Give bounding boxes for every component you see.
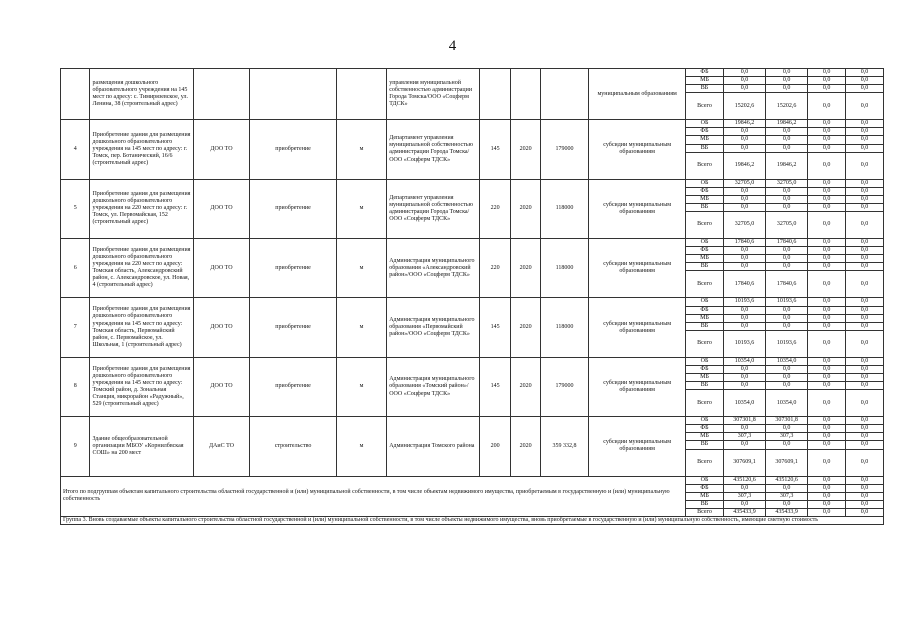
value-cell: 0,0 — [808, 69, 846, 77]
financing-cell: субсидии муниципальным образованиям — [589, 417, 686, 476]
source-cell: ВБ — [686, 85, 724, 93]
source-cell: МБ — [686, 373, 724, 381]
value-cell: 0,0 — [846, 322, 884, 330]
value-cell: 0,0 — [846, 417, 884, 425]
method-cell: строительство — [250, 417, 336, 476]
value-cell: 0,0 — [723, 382, 765, 390]
value-cell: 0,0 — [808, 203, 846, 211]
price-cell: 359 332,8 — [540, 417, 588, 476]
value-cell: 0,0 — [766, 484, 808, 492]
financing-cell: субсидии муниципальным образованиям — [589, 298, 686, 357]
value-cell: 0,0 — [766, 314, 808, 322]
value-cell: 0,0 — [766, 187, 808, 195]
responsible-cell: ДОО ТО — [193, 120, 250, 179]
value-cell: 0,0 — [846, 136, 884, 144]
value-cell: 0,0 — [723, 441, 765, 449]
row-number: 9 — [61, 417, 90, 476]
source-cell: Всего — [686, 449, 724, 476]
value-cell: 0,0 — [846, 476, 884, 484]
value-cell: 0,0 — [808, 322, 846, 330]
unit-cell: м — [336, 417, 387, 476]
value-cell: 307,3 — [766, 433, 808, 441]
value-cell: 10354,0 — [723, 390, 765, 417]
source-cell: ОБ — [686, 179, 724, 187]
value-cell: 0,0 — [846, 203, 884, 211]
financing-cell: субсидии муниципальным образованиям — [589, 120, 686, 179]
value-cell: 0,0 — [723, 203, 765, 211]
customer-cell: Департамент управления муниципальной собственностью администрации Города Томска/ООО «Соцферм ТДСК» — [387, 179, 480, 238]
value-cell: 307,3 — [723, 433, 765, 441]
table-row — [61, 357, 884, 365]
value-cell: 0,0 — [808, 128, 846, 136]
value-cell: 0,0 — [846, 271, 884, 298]
value-cell: 0,0 — [723, 69, 765, 77]
value-cell: 32705,0 — [766, 179, 808, 187]
year-cell: 2020 — [511, 239, 540, 298]
unit-cell: м — [336, 357, 387, 416]
customer-cell: Администрация муниципального образования «Первомайский район»/ООО «Соцферм ТДСК» — [387, 298, 480, 357]
capacity-cell: 220 — [479, 239, 511, 298]
value-cell: 0,0 — [808, 417, 846, 425]
value-cell: 0,0 — [808, 239, 846, 247]
source-cell: ФБ — [686, 128, 724, 136]
investment-table — [60, 68, 884, 525]
value-cell: 0,0 — [846, 449, 884, 476]
value-cell: 10354,0 — [766, 390, 808, 417]
value-cell: 0,0 — [846, 195, 884, 203]
source-cell: ФБ — [686, 306, 724, 314]
source-cell: ОБ — [686, 417, 724, 425]
value-cell: 0,0 — [846, 390, 884, 417]
method-cell: приобретение — [250, 239, 336, 298]
value-cell: 0,0 — [808, 390, 846, 417]
source-cell: ФБ — [686, 69, 724, 77]
price-cell: 179000 — [540, 357, 588, 416]
table-row — [61, 120, 884, 128]
value-cell: 10193,6 — [766, 298, 808, 306]
value-cell: 0,0 — [846, 357, 884, 365]
unit-cell: м — [336, 179, 387, 238]
value-cell: 0,0 — [808, 492, 846, 500]
value-cell: 0,0 — [846, 508, 884, 516]
table-row — [61, 298, 884, 306]
value-cell: 0,0 — [766, 425, 808, 433]
object-name: Приобретение здания для размещения дошкольного образовательного учреждения на 220 мест по адресу: г. Томск, ул. Первомайская, 152 (строительный адрес) — [90, 179, 193, 238]
table-row — [61, 239, 884, 247]
value-cell: 17840,6 — [766, 239, 808, 247]
value-cell: 0,0 — [723, 85, 765, 93]
value-cell: 0,0 — [846, 128, 884, 136]
value-cell: 0,0 — [808, 449, 846, 476]
value-cell: 0,0 — [846, 298, 884, 306]
year-cell: 2020 — [511, 417, 540, 476]
value-cell: 0,0 — [808, 120, 846, 128]
value-cell: 0,0 — [808, 247, 846, 255]
value-cell: 0,0 — [846, 212, 884, 239]
source-cell: МБ — [686, 492, 724, 500]
year-cell: 2020 — [511, 179, 540, 238]
responsible-cell: ДОО ТО — [193, 239, 250, 298]
value-cell: 0,0 — [766, 77, 808, 85]
value-cell: 0,0 — [846, 93, 884, 120]
source-cell: ВБ — [686, 441, 724, 449]
value-cell: 0,0 — [766, 255, 808, 263]
source-cell: ФБ — [686, 484, 724, 492]
source-cell: МБ — [686, 255, 724, 263]
value-cell: 0,0 — [846, 247, 884, 255]
value-cell: 0,0 — [808, 373, 846, 381]
value-cell: 0,0 — [808, 306, 846, 314]
customer-cell: управления муниципальной собственностью администрации Города Томска/ООО «Соцферм ТДСК» — [387, 69, 480, 120]
value-cell: 0,0 — [846, 365, 884, 373]
source-cell: Всего — [686, 212, 724, 239]
value-cell: 0,0 — [723, 128, 765, 136]
capacity-cell: 200 — [479, 417, 511, 476]
value-cell: 0,0 — [766, 365, 808, 373]
customer-cell: Администрация муниципального образования «Александровский район»/ООО «Соцферм ТДСК» — [387, 239, 480, 298]
year-cell: 2020 — [511, 298, 540, 357]
group-row — [61, 517, 884, 525]
unit-cell: м — [336, 298, 387, 357]
value-cell: 0,0 — [808, 187, 846, 195]
value-cell: 0,0 — [846, 239, 884, 247]
value-cell: 0,0 — [808, 357, 846, 365]
value-cell: 0,0 — [808, 382, 846, 390]
method-cell: приобретение — [250, 179, 336, 238]
value-cell: 0,0 — [766, 144, 808, 152]
value-cell: 0,0 — [846, 69, 884, 77]
value-cell: 0,0 — [723, 365, 765, 373]
value-cell: 19846,2 — [766, 152, 808, 179]
value-cell: 0,0 — [846, 187, 884, 195]
value-cell: 435433,9 — [766, 508, 808, 516]
value-cell: 0,0 — [723, 500, 765, 508]
value-cell: 10354,0 — [723, 357, 765, 365]
value-cell: 0,0 — [766, 136, 808, 144]
row-number: 5 — [61, 179, 90, 238]
value-cell: 307,3 — [766, 492, 808, 500]
value-cell: 0,0 — [846, 441, 884, 449]
value-cell: 0,0 — [723, 195, 765, 203]
value-cell: 0,0 — [723, 484, 765, 492]
source-cell: ВБ — [686, 263, 724, 271]
object-name: Здание общеобразовательной организации МБОУ «Корнилбвская СОШ» на 200 мест — [90, 417, 193, 476]
method-cell: приобретение — [250, 120, 336, 179]
source-cell: МБ — [686, 77, 724, 85]
value-cell: 19846,2 — [766, 120, 808, 128]
value-cell: 0,0 — [723, 247, 765, 255]
value-cell: 0,0 — [766, 69, 808, 77]
customer-cell: Администрация муниципального образования «Томский район»/ООО «Соцферм ТДСК» — [387, 357, 480, 416]
value-cell: 0,0 — [846, 373, 884, 381]
source-cell: ВБ — [686, 203, 724, 211]
year-cell: 2020 — [511, 120, 540, 179]
value-cell: 0,0 — [723, 187, 765, 195]
responsible-cell: ДОО ТО — [193, 298, 250, 357]
object-name: Приобретение здания для размещения дошкольного образовательного учреждения на 145 мест по адресу: Томский район, д. Зональная Станция, микрорайон «Радужный», 529 (строительный адрес) — [90, 357, 193, 416]
method-cell — [250, 69, 336, 120]
row-number: 7 — [61, 298, 90, 357]
value-cell: 0,0 — [808, 476, 846, 484]
value-cell: 32705,0 — [766, 212, 808, 239]
value-cell: 17840,6 — [723, 271, 765, 298]
value-cell: 0,0 — [723, 136, 765, 144]
object-name: Приобретение здания для размещения дошкольного образовательного учреждения на 220 мест по адресу: Томская область, Александровский район, с. Александровское, ул. Новая, 4 (строительный адрес) — [90, 239, 193, 298]
value-cell: 0,0 — [846, 484, 884, 492]
value-cell: 19846,2 — [723, 120, 765, 128]
price-cell: 179000 — [540, 120, 588, 179]
value-cell: 0,0 — [846, 179, 884, 187]
value-cell: 435120,6 — [766, 476, 808, 484]
value-cell: 0,0 — [723, 306, 765, 314]
value-cell: 17840,6 — [723, 239, 765, 247]
value-cell: 32705,0 — [723, 212, 765, 239]
value-cell: 19846,2 — [723, 152, 765, 179]
value-cell: 0,0 — [846, 152, 884, 179]
capacity-cell: 145 — [479, 120, 511, 179]
method-cell: приобретение — [250, 298, 336, 357]
value-cell: 0,0 — [723, 373, 765, 381]
method-cell: приобретение — [250, 357, 336, 416]
responsible-cell: ДАиС ТО — [193, 417, 250, 476]
source-cell: ОБ — [686, 239, 724, 247]
value-cell: 0,0 — [723, 144, 765, 152]
year-cell: 2020 — [511, 357, 540, 416]
value-cell: 0,0 — [766, 195, 808, 203]
source-cell: ФБ — [686, 187, 724, 195]
value-cell: 0,0 — [846, 314, 884, 322]
value-cell: 0,0 — [723, 255, 765, 263]
source-cell: ВБ — [686, 500, 724, 508]
value-cell: 0,0 — [766, 128, 808, 136]
unit-cell: м — [336, 239, 387, 298]
value-cell: 0,0 — [723, 314, 765, 322]
page-number: 4 — [448, 38, 457, 54]
object-name: Приобретение здания для размещения дошкольного образовательного учреждения на 145 мест по адресу: Томская область, Первомайский район, с. Первомайское, ул. Школьная, 1 (строительный адрес) — [90, 298, 193, 357]
source-cell: Всего — [686, 271, 724, 298]
value-cell: 10193,6 — [766, 330, 808, 357]
source-cell: Всего — [686, 508, 724, 516]
value-cell: 15202,6 — [766, 93, 808, 120]
value-cell: 0,0 — [846, 433, 884, 441]
source-cell: ОБ — [686, 298, 724, 306]
customer-cell: Департамент управления муниципальной собственностью администрации Города Томска/ООО «Соцферм ТДСК» — [387, 120, 480, 179]
value-cell: 0,0 — [808, 77, 846, 85]
source-cell: ФБ — [686, 365, 724, 373]
row-number: 4 — [61, 120, 90, 179]
summary-row — [61, 476, 884, 484]
value-cell: 0,0 — [808, 330, 846, 357]
value-cell: 0,0 — [766, 322, 808, 330]
price-cell: 118000 — [540, 298, 588, 357]
object-name: размещения дошкольного образовательного учреждения на 145 мест по адресу: с. Тимирязевское, ул. Ленина, 38 (строительный адрес) — [90, 69, 193, 120]
capacity-cell: 220 — [479, 179, 511, 238]
value-cell: 0,0 — [846, 500, 884, 508]
value-cell: 307609,1 — [723, 449, 765, 476]
value-cell: 307,3 — [723, 492, 765, 500]
value-cell: 0,0 — [808, 263, 846, 271]
value-cell: 0,0 — [766, 306, 808, 314]
value-cell: 435120,6 — [723, 476, 765, 484]
price-cell: 118000 — [540, 239, 588, 298]
source-cell: МБ — [686, 433, 724, 441]
source-cell: ОБ — [686, 476, 724, 484]
value-cell: 10354,0 — [766, 357, 808, 365]
value-cell: 0,0 — [808, 500, 846, 508]
responsible-cell: ДОО ТО — [193, 357, 250, 416]
financing-cell: субсидии муниципальным образованиям — [589, 357, 686, 416]
source-cell: МБ — [686, 314, 724, 322]
value-cell: 10193,6 — [723, 298, 765, 306]
source-cell: ФБ — [686, 425, 724, 433]
value-cell: 0,0 — [808, 298, 846, 306]
value-cell: 307301,8 — [723, 417, 765, 425]
value-cell: 0,0 — [846, 263, 884, 271]
value-cell: 0,0 — [766, 500, 808, 508]
value-cell: 0,0 — [766, 247, 808, 255]
value-cell: 0,0 — [846, 77, 884, 85]
value-cell: 0,0 — [808, 365, 846, 373]
capacity-cell: 145 — [479, 298, 511, 357]
value-cell: 0,0 — [766, 203, 808, 211]
value-cell: 17840,6 — [766, 271, 808, 298]
source-cell: ФБ — [686, 247, 724, 255]
unit-cell: м — [336, 120, 387, 179]
source-cell: ВБ — [686, 322, 724, 330]
responsible-cell — [193, 69, 250, 120]
price-cell — [540, 69, 588, 120]
unit-cell — [336, 69, 387, 120]
value-cell: 0,0 — [766, 373, 808, 381]
value-cell: 0,0 — [723, 322, 765, 330]
value-cell: 0,0 — [808, 136, 846, 144]
value-cell: 0,0 — [808, 195, 846, 203]
row-number: 8 — [61, 357, 90, 416]
source-cell: ОБ — [686, 357, 724, 365]
value-cell: 0,0 — [808, 152, 846, 179]
customer-cell: Администрация Томского района — [387, 417, 480, 476]
value-cell: 0,0 — [808, 85, 846, 93]
source-cell: ВБ — [686, 144, 724, 152]
value-cell: 0,0 — [723, 425, 765, 433]
value-cell: 0,0 — [846, 255, 884, 263]
responsible-cell: ДОО ТО — [193, 179, 250, 238]
value-cell: 0,0 — [808, 255, 846, 263]
year-cell — [511, 69, 540, 120]
source-cell: ОБ — [686, 120, 724, 128]
source-cell: МБ — [686, 195, 724, 203]
value-cell: 0,0 — [723, 77, 765, 85]
summary-text: Итого по подгруппам объектам капитального строительства областной государственной и (или) муниципальной собственности, в том числе объектам недвижимого имущества, приобретаемым в государственную и (или) муниципальную собственность — [61, 476, 686, 516]
value-cell: 0,0 — [766, 382, 808, 390]
value-cell: 0,0 — [723, 263, 765, 271]
value-cell: 0,0 — [846, 492, 884, 500]
capacity-cell: 145 — [479, 357, 511, 416]
value-cell: 307301,8 — [766, 417, 808, 425]
source-cell: Всего — [686, 93, 724, 120]
financing-cell: муниципальным образованиям — [589, 69, 686, 120]
value-cell: 0,0 — [808, 179, 846, 187]
source-cell: МБ — [686, 136, 724, 144]
value-cell: 0,0 — [808, 433, 846, 441]
table-row — [61, 417, 884, 425]
value-cell: 0,0 — [808, 508, 846, 516]
financing-cell: субсидии муниципальным образованиям — [589, 239, 686, 298]
value-cell: 10193,6 — [723, 330, 765, 357]
value-cell: 0,0 — [808, 271, 846, 298]
value-cell: 0,0 — [846, 120, 884, 128]
group-note: Группа 3. Вновь создаваемые объекты капитального строительства областной государственной и (или) муниципальной собственности, в том числе объекты недвижимого имущества, вновь приобретаемые в государственную и (или) муниципальную собственность, имеющие сметную стоимость — [61, 517, 884, 525]
value-cell: 0,0 — [808, 484, 846, 492]
value-cell: 0,0 — [808, 144, 846, 152]
value-cell: 0,0 — [846, 306, 884, 314]
value-cell: 0,0 — [766, 441, 808, 449]
source-cell: Всего — [686, 152, 724, 179]
value-cell: 0,0 — [846, 425, 884, 433]
value-cell: 15202,6 — [723, 93, 765, 120]
value-cell: 0,0 — [808, 314, 846, 322]
value-cell: 0,0 — [846, 330, 884, 357]
value-cell: 0,0 — [846, 85, 884, 93]
value-cell: 0,0 — [766, 85, 808, 93]
table-row — [61, 179, 884, 187]
value-cell: 0,0 — [808, 441, 846, 449]
capacity-cell — [479, 69, 511, 120]
source-cell: ВБ — [686, 382, 724, 390]
value-cell: 0,0 — [846, 382, 884, 390]
value-cell: 0,0 — [808, 93, 846, 120]
value-cell: 0,0 — [808, 212, 846, 239]
source-cell: Всего — [686, 330, 724, 357]
table-row — [61, 69, 884, 77]
value-cell: 0,0 — [766, 263, 808, 271]
price-cell: 118000 — [540, 179, 588, 238]
value-cell: 307609,1 — [766, 449, 808, 476]
source-cell: Всего — [686, 390, 724, 417]
value-cell: 32705,0 — [723, 179, 765, 187]
object-name: Приобретение здания для размещения дошкольного образовательного учреждения на 145 мест по адресу: г. Томск, пер. Ботанический, 16/6 (строительный адрес) — [90, 120, 193, 179]
row-number: 6 — [61, 239, 90, 298]
value-cell: 435433,9 — [723, 508, 765, 516]
value-cell: 0,0 — [846, 144, 884, 152]
row-number — [61, 69, 90, 120]
value-cell: 0,0 — [808, 425, 846, 433]
financing-cell: субсидии муниципальным образованиям — [589, 179, 686, 238]
